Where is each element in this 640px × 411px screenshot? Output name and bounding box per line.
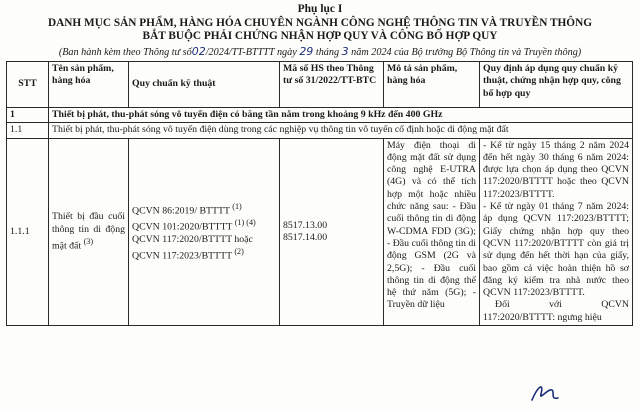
col-header-regulation: Quy định áp dụng quy chuẩn kỹ thuật, chứng nhận hợp quy, công bố hợp quy xyxy=(480,62,633,108)
product-table xyxy=(6,61,633,326)
standard-item: QCVN 86:2019/ BTTTT $^{(1)}$ xyxy=(132,201,242,217)
col-header-stt: STT xyxy=(7,62,49,108)
hs-code: 8517.13.00 xyxy=(283,219,328,231)
standard-item: QCVN 117:2020/BTTTT hoặc QCVN 117:2023/BTTTT $^{(2)}$ xyxy=(132,233,253,262)
section-title: Thiết bị phát, thu-phát sóng vô tuyến điện có băng tần nằm trong khoảng 9 kHz đến 400 GHz xyxy=(49,108,633,123)
product-name: Thiết bị đầu cuối thông tin di động mặt đất $^{(3)}$ xyxy=(49,138,129,325)
appendix-title: Phụ lục I xyxy=(297,3,343,15)
row-stt: 1.1.1 xyxy=(7,138,49,325)
table-row xyxy=(7,138,633,325)
col-header-hs-code: Mã số HS theo Thông tư số 31/2022/TT-BTC xyxy=(280,62,384,108)
row-stt: 1 xyxy=(7,108,49,123)
col-header-standard: Quy chuẩn kỹ thuật xyxy=(129,62,280,108)
table-row xyxy=(7,123,633,138)
document-heading-line1: DANH MỤC SẢN PHẨM, HÀNG HÓA CHUYÊN NGÀNH CÔNG NGHỆ THÔNG TIN VÀ TRUYỀN THÔNG xyxy=(47,17,593,29)
product-description: Máy điện thoại di động mặt đất sử dụng công nghệ E-UTRA (4G) và có thể tích hợp một hoặc nhiều chức năng sau: - Đầu cuối thông tin di động W-CDMA FDD (3G); - Đầu cuối thông tin di động GSM (2G và 2,5G); - Đầu cuối thông tin di động thế hệ thứ năm (5G); - Truyền dữ liệu xyxy=(384,138,480,325)
handwritten-month: 3 xyxy=(341,45,349,58)
standards-list xyxy=(129,138,280,325)
col-header-name: Tên sản phẩm, hàng hóa xyxy=(49,62,129,108)
document-heading-line2: BẮT BUỘC PHẢI CHỨNG NHẬN HỢP QUY VÀ CÔNG BỐ HỢP QUY xyxy=(142,30,498,42)
table-row xyxy=(7,108,633,123)
subsection-title: Thiết bị phát, thu-phát sóng vô tuyến điện dùng trong các nghiệp vụ thông tin vô tuyến cố định hoặc di động mặt đất xyxy=(49,123,633,138)
row-stt: 1.1 xyxy=(7,123,49,138)
handwritten-number: 02 xyxy=(191,45,206,58)
standard-item: QCVN 101:2020/BTTTT $^{(1) (4)}$ xyxy=(132,218,256,233)
hs-codes xyxy=(280,138,384,325)
signature-mark xyxy=(524,378,564,406)
col-header-description: Mô tả sản phẩm, hàng hóa xyxy=(384,62,480,108)
table-header-row xyxy=(7,62,633,108)
handwritten-day: 29 xyxy=(299,45,314,58)
document-subtitle: (Ban hành kèm theo Thông tư số02/2024/TT-BTTTT ngày 29 tháng 3 năm 2024 của Bộ trưởng Bộ Thông tin và Truyền thông) xyxy=(58,45,582,58)
hs-code: 8517.14.00 xyxy=(283,231,328,243)
regulation-text: - Kể từ ngày 15 tháng 2 năm 2024 đến hết ngày 30 tháng 6 năm 2024: được lựa chọn áp dụng theo QCVN 117:2020/BTTTT hoặc theo QCVN 117:2023/BTTTT. - Kể từ ngày 01 tháng 7 năm 2024: áp dụng QCVN 117:2023/BTTTT; Giấy chứng nhận hợp quy theo QCVN 117:2020/BTTTT còn giá trị sử dụng đến hết thời hạn của giấy, bao gồm cả việc hoàn thiện hồ sơ đăng ký kiểm tra nhà nước theo QCVN 117:2023/BTTTT. Đối với QCVN 117:2020/BTTTT: ngưng hiệu xyxy=(480,138,633,325)
